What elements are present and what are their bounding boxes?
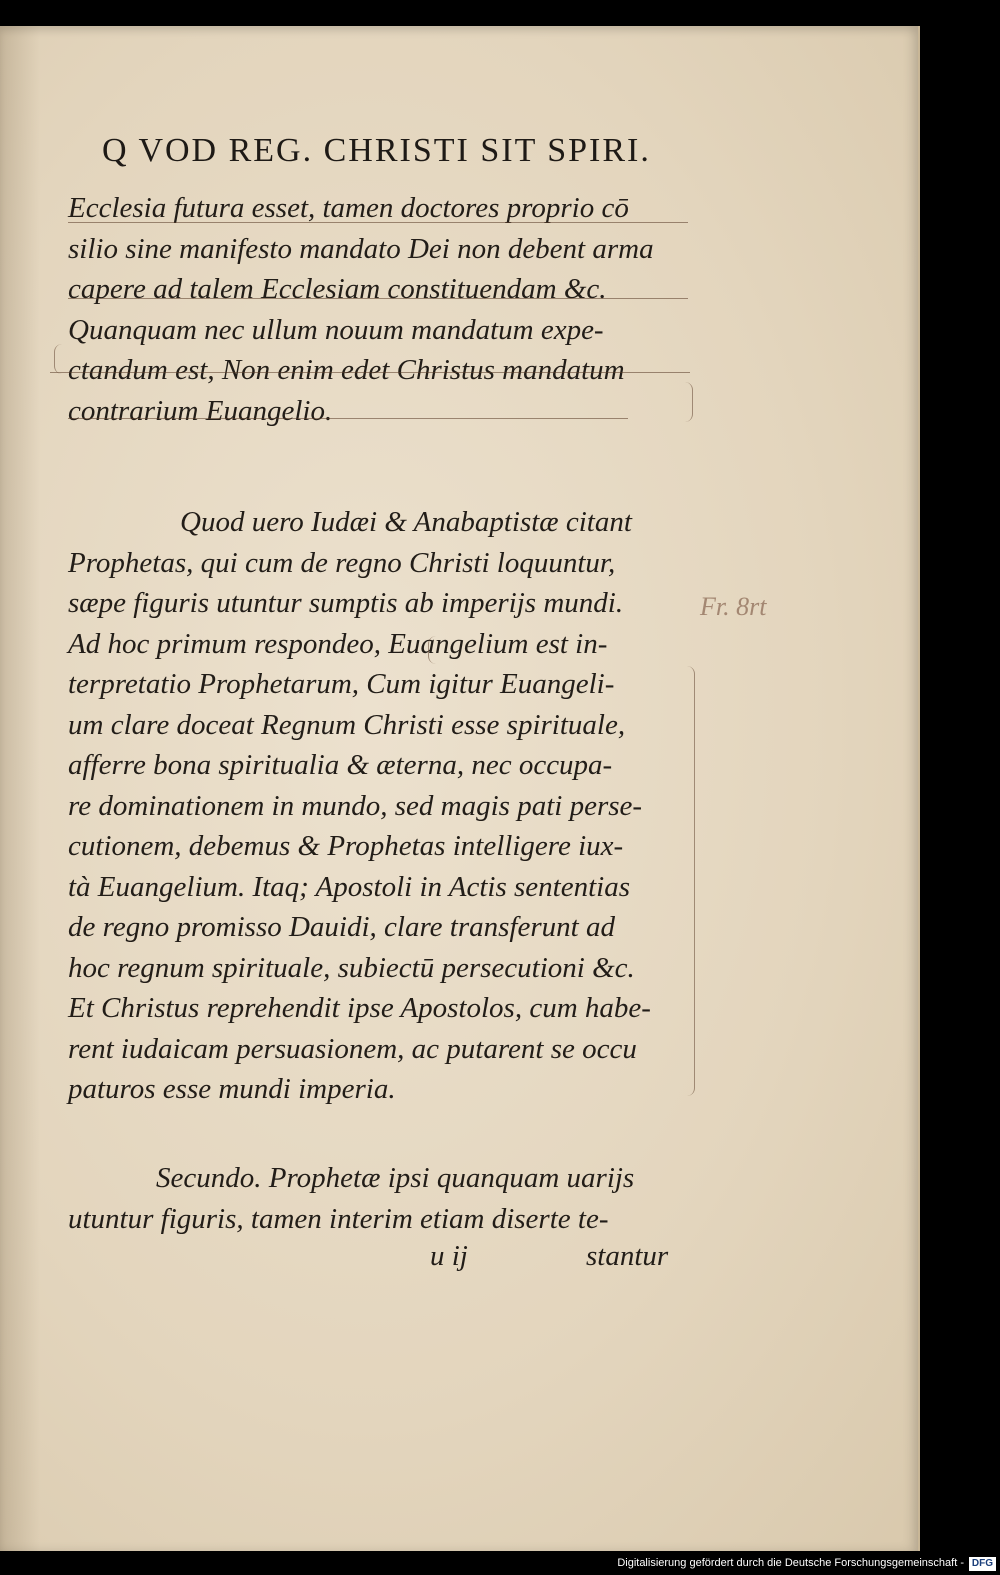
text-line: Ad hoc primum respondeo, Euangelium est in- bbox=[68, 627, 608, 660]
text-line: sæpe figuris utuntur sumptis ab imperijs mundi. bbox=[68, 587, 624, 619]
underline-annotation bbox=[68, 298, 688, 299]
running-head: Q VOD REG. CHRISTI SIT SPIRI. bbox=[102, 132, 651, 169]
text-line: Prophetas, qui cum de regno Christi loquuntur, bbox=[68, 546, 616, 579]
text-line: Secundo. Prophetæ ipsi quanquam uarijs bbox=[156, 1162, 635, 1194]
text-line: Quanquam nec ullum nouum mandatum expe- bbox=[68, 313, 604, 346]
text-block-1 bbox=[68, 188, 654, 431]
text-line: terpretatio Prophetarum, Cum igitur Euangeli- bbox=[68, 668, 615, 700]
underline-annotation bbox=[68, 222, 688, 223]
text-block-3 bbox=[68, 1158, 634, 1239]
text-line: silio sine manifesto mandato Dei non debent arma bbox=[68, 232, 654, 265]
bracket-annotation bbox=[54, 344, 65, 374]
text-line: ctandum est, Non enim edet Christus mandatum bbox=[68, 354, 625, 386]
text-block-2 bbox=[68, 502, 651, 1110]
page-gutter-shadow bbox=[0, 26, 40, 1551]
text-line: re dominationem in mundo, sed magis pati perse- bbox=[68, 789, 643, 822]
dfg-logo-icon: DFG bbox=[969, 1557, 996, 1571]
text-line: um clare doceat Regnum Christi esse spirituale, bbox=[68, 708, 626, 741]
catchword: stantur bbox=[586, 1240, 669, 1272]
text-line: cutionem, debemus & Prophetas intelligere iux- bbox=[68, 830, 624, 862]
book-page bbox=[0, 26, 920, 1551]
text-line: Ecclesia futura esset, tamen doctores proprio cō bbox=[68, 192, 629, 224]
footer-credit: Digitalisierung gefördert durch die Deutsche Forschungsgemeinschaft - bbox=[617, 1557, 964, 1569]
text-line: afferre bona spiritualia & æterna, nec occupa- bbox=[68, 749, 613, 781]
signature-mark: u ij bbox=[430, 1240, 468, 1272]
text-line: capere ad talem Ecclesiam constituendam &c. bbox=[68, 273, 607, 305]
bracket-annotation bbox=[684, 666, 695, 1096]
underline-annotation bbox=[68, 418, 628, 419]
text-line: paturos esse mundi imperia. bbox=[68, 1073, 396, 1105]
text-line: rent iudaicam persuasionem, ac putarent se occu bbox=[68, 1032, 637, 1065]
text-line: contrarium Euangelio. bbox=[68, 394, 333, 427]
text-line: hoc regnum spirituale, subiectū persecutioni &c. bbox=[68, 951, 635, 984]
bracket-annotation bbox=[682, 382, 693, 422]
text-line: Et Christus reprehendit ipse Apostolos, cum habe- bbox=[68, 992, 651, 1024]
text-line: Quod uero Iudæi & Anabaptistæ citant bbox=[180, 506, 632, 538]
text-line: de regno promisso Dauidi, clare transferunt ad bbox=[68, 911, 615, 943]
underline-annotation bbox=[50, 372, 690, 373]
text-line: utuntur figuris, tamen interim etiam diserte te- bbox=[68, 1202, 609, 1235]
footer-bar bbox=[0, 1554, 1000, 1575]
margin-note: Fr. 8rt bbox=[700, 592, 767, 621]
bracket-annotation bbox=[428, 636, 439, 664]
text-line: tà Euangelium. Itaq; Apostoli in Actis sententias bbox=[68, 870, 630, 903]
